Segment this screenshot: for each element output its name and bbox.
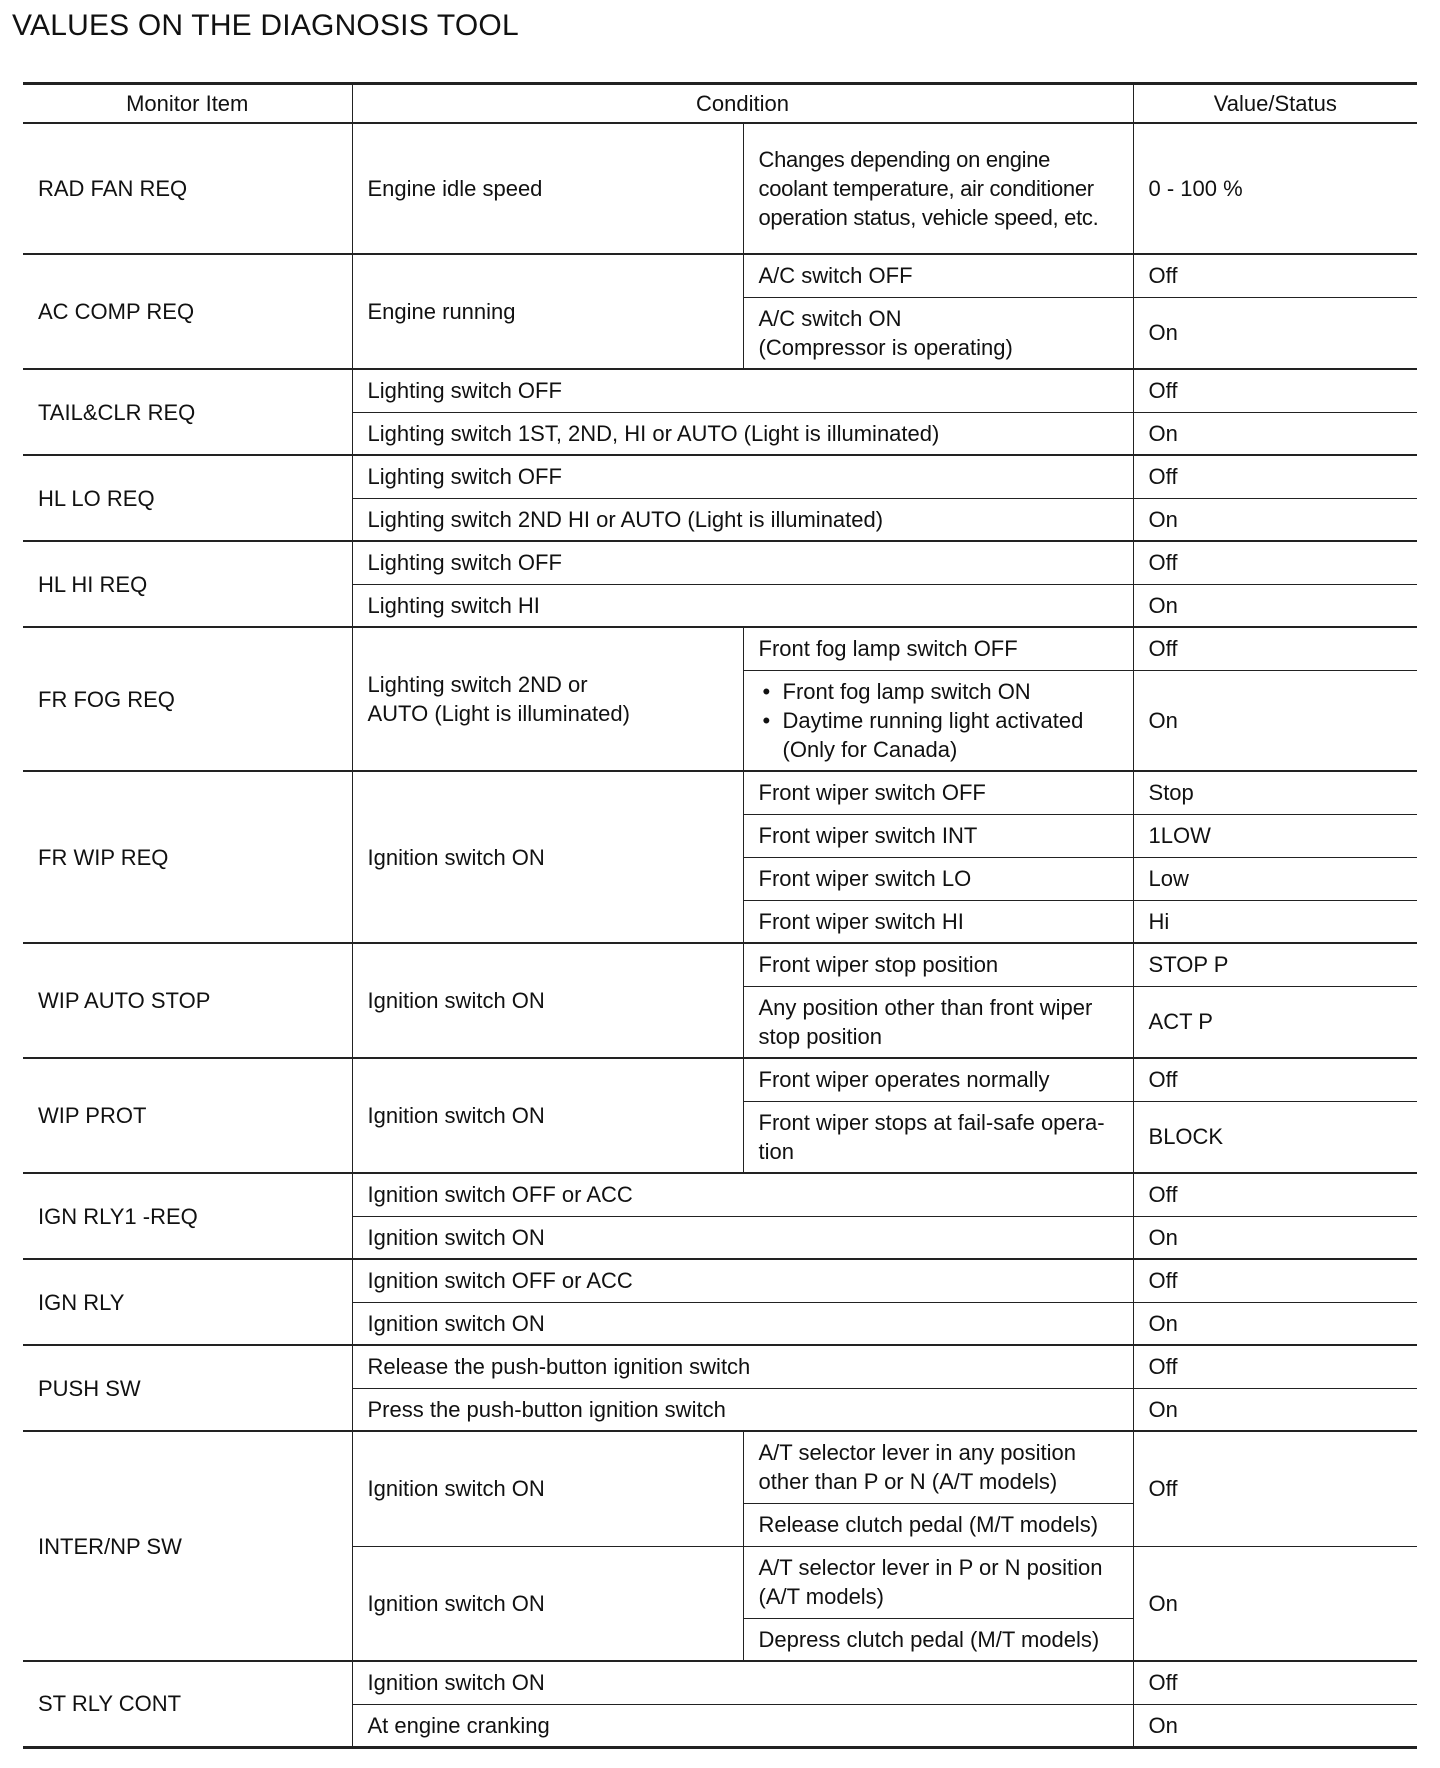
value-cell: On — [1133, 412, 1417, 455]
sub-condition-cell: Front wiper switch OFF — [743, 771, 1133, 814]
condition-cell: Lighting switch OFF — [352, 541, 1133, 584]
table-row — [23, 1345, 1417, 1388]
value-cell: Off — [1133, 1661, 1417, 1704]
condition-cell: Lighting switch OFF — [352, 455, 1133, 498]
value-cell: STOP P — [1133, 943, 1417, 986]
header-monitor-item: Monitor Item — [23, 84, 352, 124]
sub-condition-cell — [743, 670, 1133, 771]
value-cell: On — [1133, 584, 1417, 627]
condition-cell: Release the push-button ignition switch — [352, 1345, 1133, 1388]
page-title: VALUES ON THE DIAGNOSIS TOOL — [12, 9, 519, 42]
sub-condition-cell: Depress clutch pedal (M/T models) — [743, 1618, 1133, 1661]
monitor-item: AC COMP REQ — [23, 254, 352, 369]
value-cell: Off — [1133, 1431, 1417, 1546]
value-cell: On — [1133, 1388, 1417, 1431]
condition-cell — [352, 627, 743, 771]
table-row — [23, 455, 1417, 498]
sub-condition-cell — [743, 297, 1133, 369]
table-row — [23, 369, 1417, 412]
value-cell: Off — [1133, 1259, 1417, 1302]
condition-cell: Press the push-button ignition switch — [352, 1388, 1133, 1431]
condition-cell: Ignition switch ON — [352, 1216, 1133, 1259]
condition-cell: Lighting switch 2ND HI or AUTO (Light is illuminated) — [352, 498, 1133, 541]
sub-condition-cell: Release clutch pedal (M/T models) — [743, 1503, 1133, 1546]
condition-cell: Lighting switch OFF — [352, 369, 1133, 412]
condition-cell: Ignition switch ON — [352, 1661, 1133, 1704]
value-cell: Off — [1133, 541, 1417, 584]
monitor-item: RAD FAN REQ — [23, 123, 352, 254]
sub-condition-cell: Changes depending on engine coolant temperature, air conditioner operation status, vehicle speed, etc. — [743, 123, 1133, 254]
bullet-item: • Front fog lamp switch ON — [759, 677, 1118, 706]
sub-condition-cell — [743, 1101, 1133, 1173]
table-row — [23, 1431, 1417, 1503]
table-row — [23, 1058, 1417, 1101]
header-condition: Condition — [352, 84, 1133, 124]
monitor-item: PUSH SW — [23, 1345, 352, 1431]
table-row — [23, 943, 1417, 986]
sub-condition-cell: Front wiper operates normally — [743, 1058, 1133, 1101]
sub-condition-line: Front wiper stops at fail-safe opera- — [758, 1109, 1105, 1135]
value-cell: 0 - 100 % — [1133, 123, 1417, 254]
sub-condition-cell: A/T selector lever in P or N position (A/T models) — [743, 1546, 1133, 1618]
sub-condition-line: (Compressor is operating) — [758, 334, 1013, 360]
condition-cell: Ignition switch ON — [352, 1431, 743, 1546]
table-row — [23, 1173, 1417, 1216]
value-cell: Off — [1133, 1058, 1417, 1101]
condition-cell: Ignition switch OFF or ACC — [352, 1259, 1133, 1302]
monitor-item: FR WIP REQ — [23, 771, 352, 943]
value-cell: 1LOW — [1133, 814, 1417, 857]
condition-cell: Ignition switch ON — [352, 1302, 1133, 1345]
header-row — [23, 84, 1417, 124]
table-row — [23, 123, 1417, 254]
condition-line: AUTO (Light is illuminated) — [367, 701, 630, 726]
value-cell: ACT P — [1133, 986, 1417, 1058]
monitor-item: IGN RLY — [23, 1259, 352, 1345]
bullet-item: • Daytime running light activated (Only for Canada) — [759, 706, 1118, 764]
sub-condition-cell: Front wiper switch HI — [743, 900, 1133, 943]
condition-cell: Lighting switch 1ST, 2ND, HI or AUTO (Light is illuminated) — [352, 412, 1133, 455]
value-cell: Hi — [1133, 900, 1417, 943]
value-cell: Off — [1133, 1173, 1417, 1216]
table-row — [23, 254, 1417, 297]
sub-condition-cell: Front wiper switch INT — [743, 814, 1133, 857]
value-cell: On — [1133, 498, 1417, 541]
sub-condition-cell: A/T selector lever in any position other than P or N (A/T models) — [743, 1431, 1133, 1503]
diagnosis-values-table — [23, 82, 1417, 1749]
table-row — [23, 1661, 1417, 1704]
monitor-item: HL LO REQ — [23, 455, 352, 541]
bullet-list — [759, 677, 1118, 764]
condition-cell: Ignition switch ON — [352, 943, 743, 1058]
monitor-item: INTER/NP SW — [23, 1431, 352, 1661]
monitor-item: IGN RLY1 -REQ — [23, 1173, 352, 1259]
condition-cell: Ignition switch OFF or ACC — [352, 1173, 1133, 1216]
value-cell: On — [1133, 1704, 1417, 1747]
monitor-item: FR FOG REQ — [23, 627, 352, 771]
condition-cell: Ignition switch ON — [352, 1058, 743, 1173]
value-cell: Off — [1133, 627, 1417, 670]
table-row — [23, 541, 1417, 584]
value-cell: On — [1133, 670, 1417, 771]
condition-cell: Ignition switch ON — [352, 771, 743, 943]
monitor-item: ST RLY CONT — [23, 1661, 352, 1747]
value-cell: On — [1133, 1216, 1417, 1259]
value-cell: On — [1133, 1546, 1417, 1661]
sub-condition-cell: Front wiper switch LO — [743, 857, 1133, 900]
condition-cell: Ignition switch ON — [352, 1546, 743, 1661]
sub-condition-cell: Front wiper stop position — [743, 943, 1133, 986]
sub-condition-line: tion — [758, 1138, 794, 1164]
value-cell: On — [1133, 297, 1417, 369]
value-cell: Off — [1133, 254, 1417, 297]
sub-condition-cell: Front fog lamp switch OFF — [743, 627, 1133, 670]
monitor-item: TAIL&CLR REQ — [23, 369, 352, 455]
monitor-item: HL HI REQ — [23, 541, 352, 627]
value-cell: Low — [1133, 857, 1417, 900]
value-cell: Stop — [1133, 771, 1417, 814]
sub-condition-line: A/C switch ON — [758, 305, 902, 331]
value-cell: On — [1133, 1302, 1417, 1345]
value-cell: Off — [1133, 1345, 1417, 1388]
value-cell: Off — [1133, 455, 1417, 498]
sub-condition-cell: A/C switch OFF — [743, 254, 1133, 297]
condition-line: Lighting switch 2ND or — [367, 672, 588, 697]
table-row — [23, 627, 1417, 670]
value-cell: BLOCK — [1133, 1101, 1417, 1173]
condition-cell: Engine idle speed — [352, 123, 743, 254]
header-value-status: Value/Status — [1133, 84, 1417, 124]
condition-cell: Lighting switch HI — [352, 584, 1133, 627]
monitor-item: WIP AUTO STOP — [23, 943, 352, 1058]
value-cell: Off — [1133, 369, 1417, 412]
condition-cell: Engine running — [352, 254, 743, 369]
condition-cell: At engine cranking — [352, 1704, 1133, 1747]
table-row — [23, 771, 1417, 814]
sub-condition-cell: Any position other than front wiper stop position — [743, 986, 1133, 1058]
table-row — [23, 1259, 1417, 1302]
monitor-item: WIP PROT — [23, 1058, 352, 1173]
